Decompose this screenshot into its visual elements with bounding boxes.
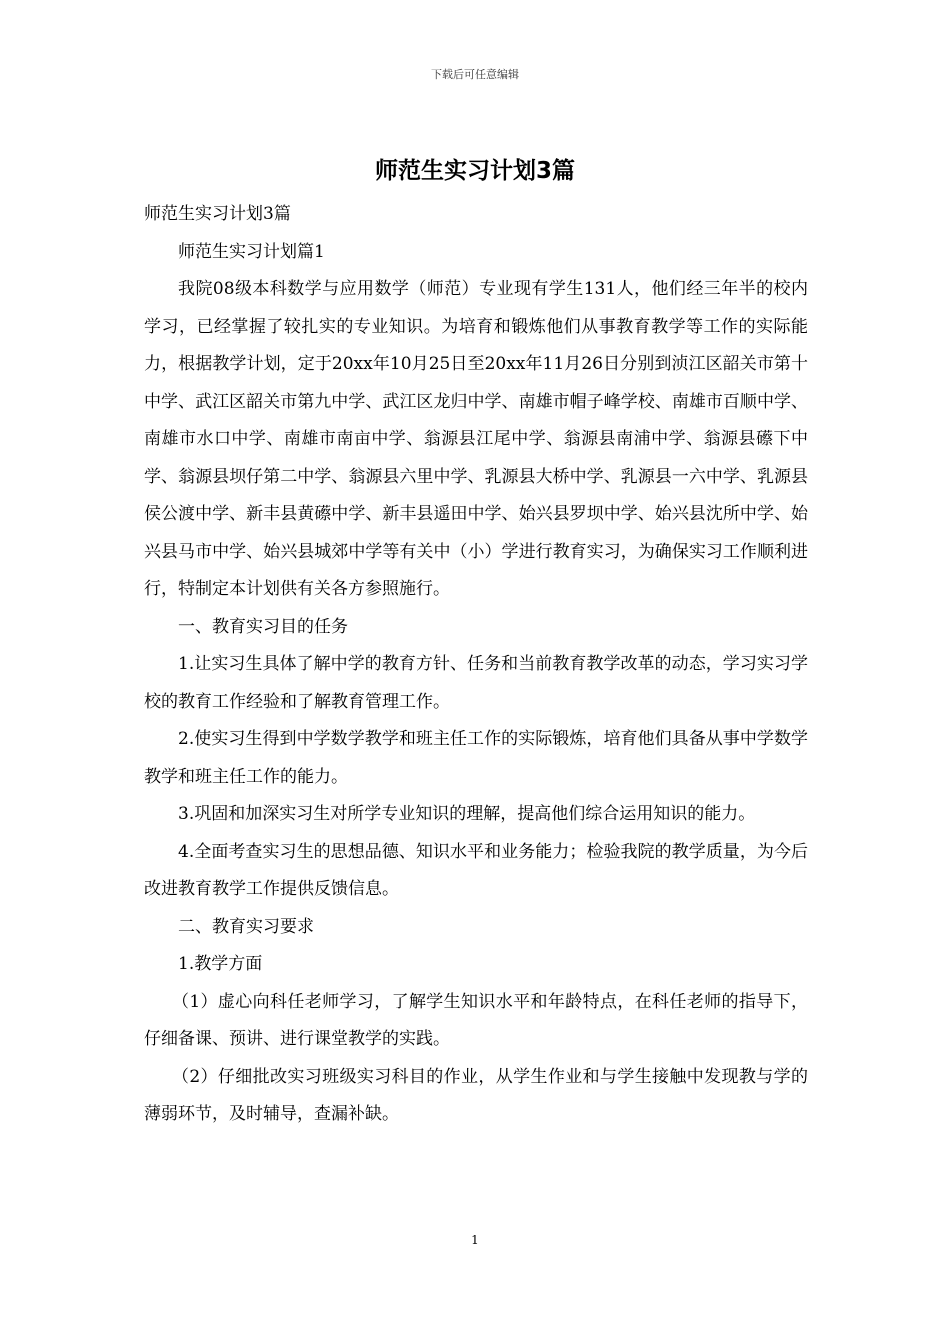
body-paragraph: 我院08级本科数学与应用数学（师范）专业现有学生131人，他们经三年半的校内学习，已经掌握了较扎实的专业知识。为培育和锻炼他们从事教育教学等工作的实际能力，根据教学计划，定于20xx年10月25日至20xx年11月26日分别到浈江区韶关市第十中学、武江区韶关市第九中学、武江区龙归中学、南雄市帽子峰学校、南雄市百顺中学、南雄市水口中学、南雄市南亩中学、翁源县江尾中学、翁源县南浦中学、翁源县礤下中学、翁源县坝仔第二中学、翁源县六里中学、乳源县大桥中学、乳源县一六中学、乳源县侯公渡中学、新丰县黄礤中学、新丰县遥田中学、始兴县罗坝中学、始兴县沈所中学、始兴县马市中学、始兴县城郊中学等有关中（小）学进行教育实习，为确保实习工作顺利进行，特制定本计划供有关各方参照施行。 (144, 279, 808, 599)
document-title: 师范生实习计划3篇 (374, 158, 575, 184)
page-number: 1 (471, 1233, 479, 1247)
body-paragraph: 2.使实习生得到中学数学教学和班主任工作的实际锻炼，培育他们具备从事中学数学教学和班主任工作的能力。 (144, 729, 808, 787)
body-subheading: 1.教学方面 (178, 954, 263, 974)
body-paragraph-subtitle: 师范生实习计划3篇 (144, 204, 291, 224)
body-paragraph: （1）虚心向科任老师学习，了解学生知识水平和年龄特点，在科任老师的指导下，仔细备课、预讲、进行课堂教学的实践。 (144, 991, 808, 1049)
body-paragraph: 1.让实习生具体了解中学的教育方针、任务和当前教育教学改革的动态，学习实习学校的教育工作经验和了解教育管理工作。 (144, 654, 808, 712)
body-heading: 二、教育实习要求 (178, 916, 314, 937)
body-paragraph: 4.全面考查实习生的思想品德、知识水平和业务能力；检验我院的教学质量，为今后改进教育教学工作提供反馈信息。 (144, 841, 808, 899)
header-note: 下载后可任意编辑 (431, 68, 519, 81)
body-heading: 一、教育实习目的任务 (178, 616, 348, 637)
body-paragraph: （2）仔细批改实习班级实习科目的作业，从学生作业和与学生接触中发现教与学的薄弱环节，及时辅导，查漏补缺。 (144, 1066, 808, 1124)
document-body (144, 196, 808, 1134)
body-paragraph: 3.巩固和加深实习生对所学专业知识的理解，提高他们综合运用知识的能力。 (178, 804, 756, 824)
body-paragraph-section-heading: 师范生实习计划篇1 (178, 241, 325, 262)
